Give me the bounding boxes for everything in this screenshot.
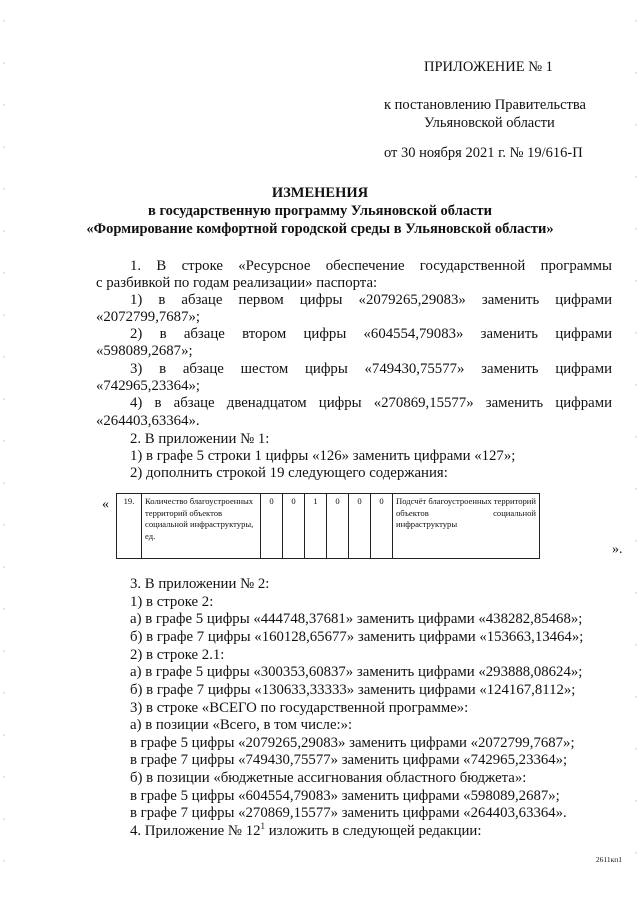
s3-line4: б) в графе 7 цифры «160128,65677» заменить цифрами «153663,13464»; [130,629,584,645]
value-cell-1: 0 [261,494,283,559]
s3-line9: а) в позиции «Всего, в том числе:»: [130,717,353,733]
doc-subtitle-1: в государственную программу Ульяновской области [147,203,492,219]
value-cell-5: 0 [349,494,371,559]
s1-item4-cont: «264403,63364». [96,413,200,429]
s4-line [130,823,640,840]
doc-subtitle-2: «Формирование комфортной городской среды в Ульяновской области» [86,221,554,237]
resolution-ref-line2: Ульяновской области [424,115,555,131]
s3-line8: 3) в строке «ВСЕГО по государственной программе»: [130,700,469,716]
table-row [117,494,540,559]
s3-line10: в графе 5 цифры «2079265,29083» заменить цифрами «2072799,7687»; [130,735,575,751]
s2-heading: 2. В приложении № 1: [130,431,270,447]
s4-post: изложить в следующей редакции: [265,823,482,839]
resolution-date: от 30 ноября 2021 г. № 19/616-П [384,145,583,161]
s2-item1: 1) в графе 5 строки 1 цифры «126» заменить цифрами «127»; [130,448,516,464]
s3-heading: 3. В приложении № 2: [130,576,270,592]
s1-item1: 1) в абзаце первом цифры «2079265,29083» заменить цифрами [130,292,612,308]
s3-line6: а) в графе 5 цифры «300353,60837» заменить цифрами «293888,08624»; [130,664,583,680]
s3-line13: в графе 5 цифры «604554,79083» заменить цифрами «598089,2687»; [130,788,560,804]
s4-pre: 4. Приложение № 12 [130,823,261,839]
resolution-ref-line1: к постановлению Правительства [384,97,586,113]
doc-stamp: 2611кп1 [595,855,622,864]
s1-line1: 1. В строке «Ресурсное обеспечение государственной программы [130,258,612,274]
value-cell-2: 0 [283,494,305,559]
inserted-table-row [116,493,540,559]
table-open-quote: « [102,497,109,512]
s3-line12: б) в позиции «бюджетные ассигнования областного бюджета»: [130,770,527,786]
s4-sup: 1 [260,821,266,832]
value-cell-3: 1 [305,494,327,559]
s1-item1-cont: «2072799,7687»; [96,309,200,325]
table-close-quote: ». [612,542,623,557]
s1-item3: 3) в абзаце шестом цифры «749430,75577» заменить цифрами [130,361,612,377]
s3-line11: в графе 7 цифры «749430,75577» заменить цифрами «742965,23364»; [130,752,568,768]
s3-line14: в графе 7 цифры «270869,15577» заменить цифрами «264403,63364». [130,805,567,821]
s1-item2: 2) в абзаце втором цифры «604554,79083» заменить цифрами [130,326,612,342]
value-cell-4: 0 [327,494,349,559]
s3-line3: а) в графе 5 цифры «444748,37681» заменить цифрами «438282,85468»; [130,611,583,627]
s1-line2: с разбивкой по годам реализации» паспорта: [96,275,378,291]
doc-title: ИЗМЕНЕНИЯ [271,185,369,201]
calculation-method: Подсчёт благоустроенных территорий объектов социальной инфраструктуры [393,494,540,559]
s2-item2: 2) дополнить строкой 19 следующего содержания: [130,465,448,481]
row-number: 19. [117,494,142,559]
value-cell-6: 0 [371,494,393,559]
s3-line5: 2) в строке 2.1: [130,647,225,663]
indicator-name: Количество благоустроенных территорий объектов социальной инфраструктуры, ед. [142,494,261,559]
s3-line7: б) в графе 7 цифры «130633,33333» заменить цифрами «124167,8112»; [130,682,576,698]
s3-line2: 1) в строке 2: [130,594,214,610]
appendix-label: ПРИЛОЖЕНИЕ № 1 [424,59,553,75]
s1-item2-cont: «598089,2687»; [96,343,193,359]
s1-item4: 4) в абзаце двенадцатом цифры «270869,15577» заменить цифрами [130,395,612,411]
s1-item3-cont: «742965,23364»; [96,378,200,394]
